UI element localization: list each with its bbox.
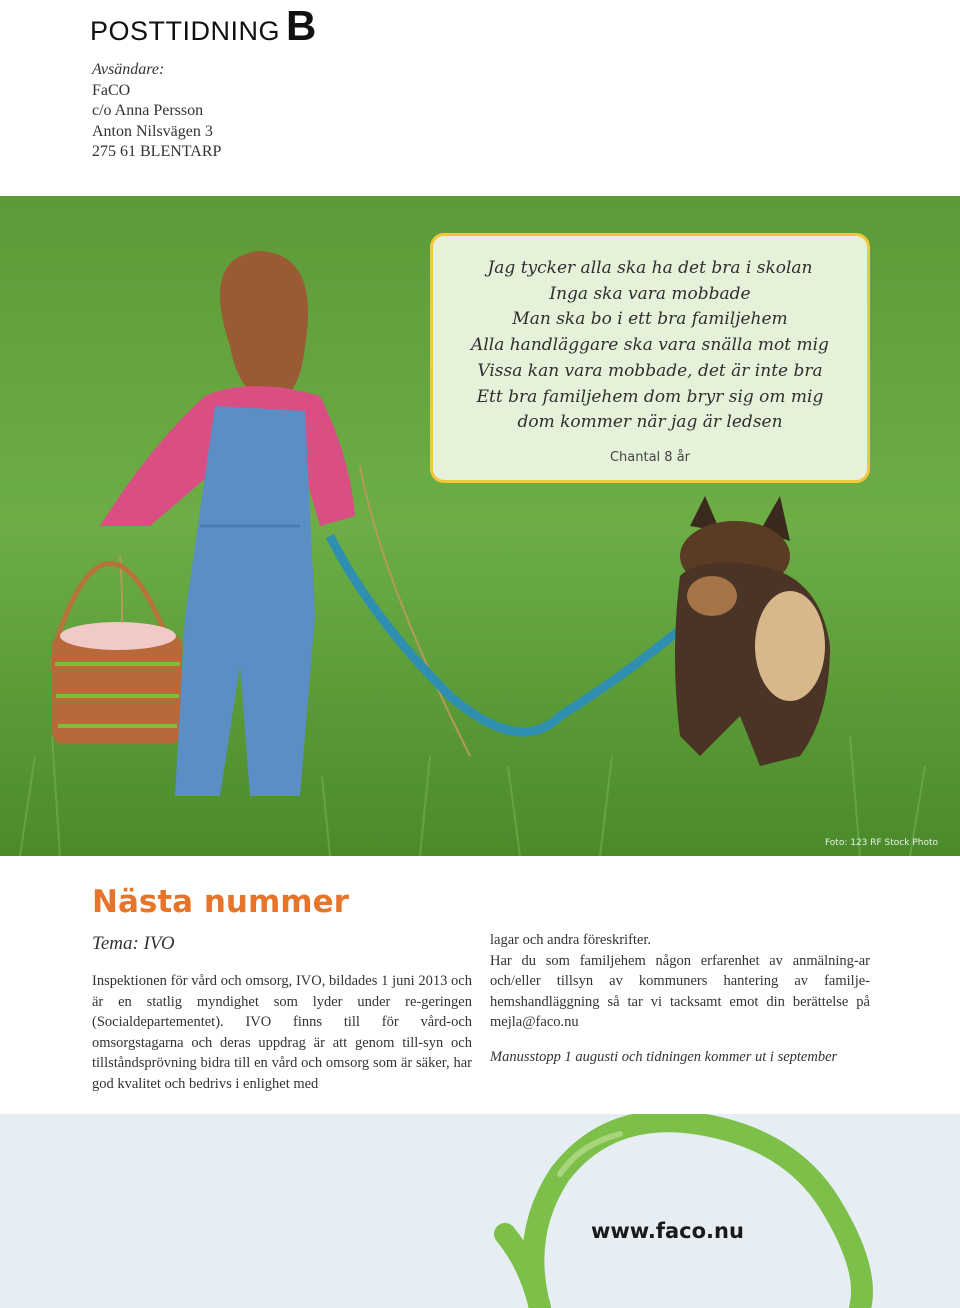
quote-line: Man ska bo i ett bra familjehem xyxy=(512,309,788,330)
next-issue-left-text: Inspektionen för vård och omsorg, IVO, bildades 1 juni 2013 och är en statlig myndighet som lyder under re-geringen (Socialdepartementet). IVO finns till för vård-och omsorgstagarna och deras uppdrag är att genom till-syn och tillståndsprövning bidra till en vård och omsorg som är säker, har god kvalitet och bedrivs i enlighet med xyxy=(92,973,472,1092)
quote-line: Vissa kan vara mobbade, det är inte bra xyxy=(477,360,823,381)
quote-line: Ett bra familjehem dom bryr sig om mig xyxy=(476,386,824,407)
quote-line: Alla handläggare ska vara snälla mot mig xyxy=(471,335,829,356)
next-issue-right-column xyxy=(490,930,870,1067)
posttidning-letter: B xyxy=(286,2,317,49)
quote-line: Inga ska vara mobbade xyxy=(549,283,751,304)
next-issue-right-text-2: Har du som familjehem någon erfarenhet av anmälning-ar och/eller tillsyn av kommuners hantering av familje-hemshandläggning så tar vi tacksamt emot din berättelse på mejla@faco.nu xyxy=(490,952,870,1030)
heart-logo-icon xyxy=(0,1114,960,1308)
photo-credit: Foto: 123 RF Stock Photo xyxy=(824,838,938,848)
next-issue-theme: Tema: IVO xyxy=(92,933,175,954)
sender-label: Avsändare: xyxy=(92,61,165,78)
quote-line: Jag tycker alla ska ha det bra i skolan xyxy=(487,258,813,278)
next-issue-right-text-1: lagar och andra föreskrifter. xyxy=(490,932,652,948)
quote-box xyxy=(430,233,870,483)
manuscript-deadline-note: Manusstopp 1 augusti och tidningen kommer ut i september xyxy=(490,1048,838,1065)
website-url[interactable]: www.faco.nu xyxy=(591,1219,744,1243)
posttidning-label: POSTTIDNING xyxy=(90,16,281,46)
footer-band xyxy=(0,1114,960,1308)
quote-author: Chantal 8 år xyxy=(609,449,691,465)
sender-line: Anton Nilsvägen 3 xyxy=(92,122,213,140)
quote-line: dom kommer när jag är ledsen xyxy=(517,412,783,433)
quote-text xyxy=(433,256,867,436)
sender-line: c/o Anna Persson xyxy=(92,102,204,119)
sender-address xyxy=(92,60,221,163)
sender-line: FaCO xyxy=(92,81,131,99)
posttidning-header xyxy=(90,2,317,50)
sender-line: 275 61 BLENTARP xyxy=(92,143,222,160)
next-issue-headline: Nästa nummer xyxy=(92,884,349,920)
